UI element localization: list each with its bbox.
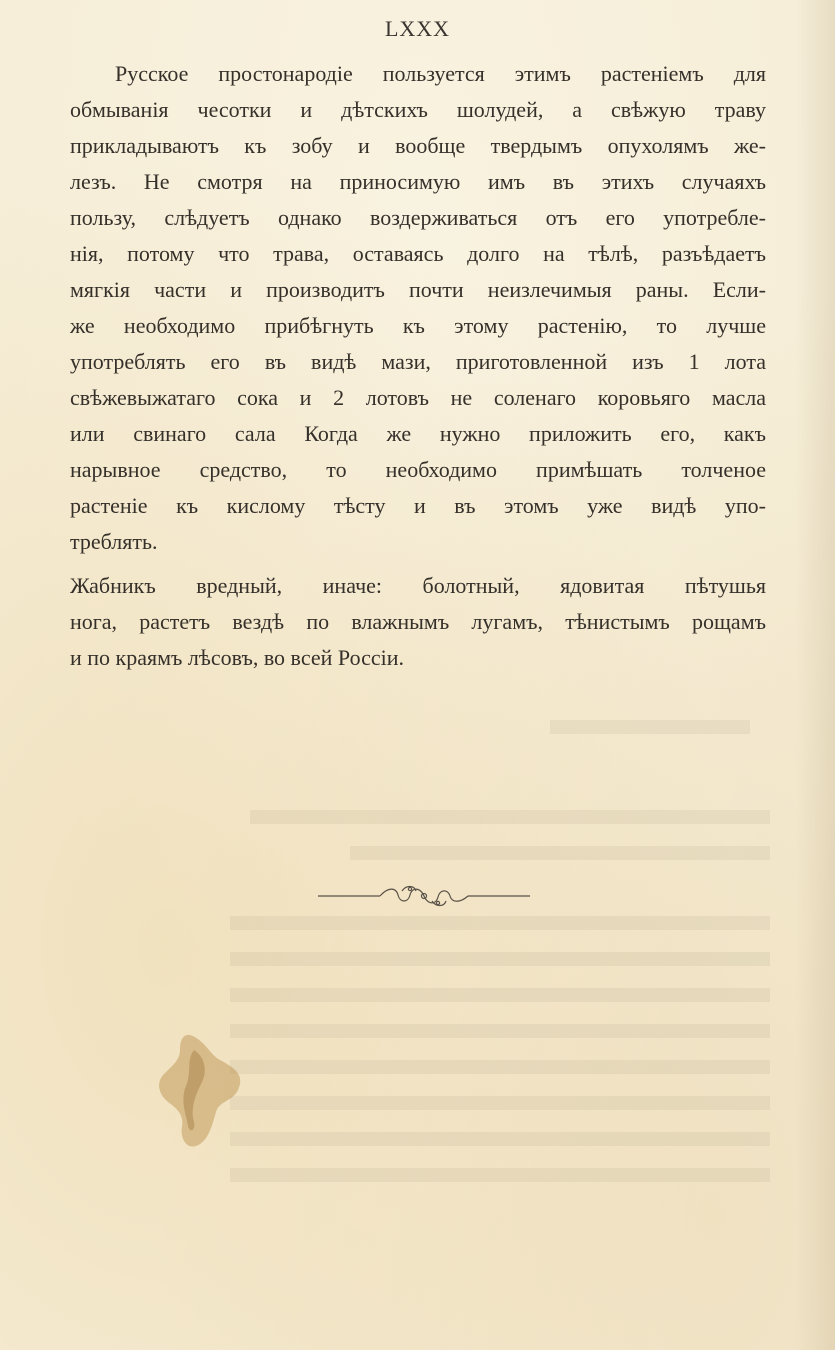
text-line: пользу, слѣдуетъ однако воздерживаться отъ его употребле- [70,205,766,230]
text-line: лезъ. Не смотря на приносимую имъ въ этихъ случаяхъ [70,169,766,194]
text-line: или свинаго сала Когда же нужно приложить его, какъ [70,421,766,446]
text-line: свѣжевыжатаго сока и 2 лотовъ не соленаго коровьяго масла [70,385,766,410]
text-line: же необходимо прибѣгнуть къ этому растенію, то лучше [70,313,766,338]
text-line: и по краямъ лѣсовъ, во всей Россіи. [70,645,405,670]
text-line: мягкія части и производитъ почти неизлечимыя раны. Если- [70,277,766,302]
flourish-ornament-icon [318,883,530,909]
text-line: нія, потому что трава, оставаясь долго на тѣлѣ, разъѣдаетъ [70,241,766,266]
paragraph-2 [70,568,766,676]
text-line: прикладываютъ къ зобу и вообще твердымъ опухолямъ же- [70,133,766,158]
text-line: Русское простонародіе пользуется этимъ растеніемъ для [115,61,766,86]
paper-stain-icon [150,1030,250,1150]
text-line: нарывное средство, то необходимо примѣшать толченое [70,457,766,482]
paragraph-1 [70,56,766,560]
page-number: LXXX [384,16,451,41]
bleed-through-texture [230,700,770,1200]
text-line: растеніе къ кислому тѣсту и въ этомъ уже видѣ упо- [70,493,766,518]
text-line: треблять. [70,529,158,554]
text-line: обмыванія чесотки и дѣтскихъ шолудей, а свѣжую траву [70,97,766,122]
page-edge-shadow [795,0,835,1350]
text-line: Жабникъ вредный, иначе: болотный, ядовитая пѣтушья [70,573,766,598]
text-line: нога, растетъ вездѣ по влажнымъ лугамъ, тѣнистымъ рощамъ [70,609,766,634]
bleed-through [230,700,770,1211]
text-line: употреблять его въ видѣ мази, приготовленной изъ 1 лота [70,349,766,374]
